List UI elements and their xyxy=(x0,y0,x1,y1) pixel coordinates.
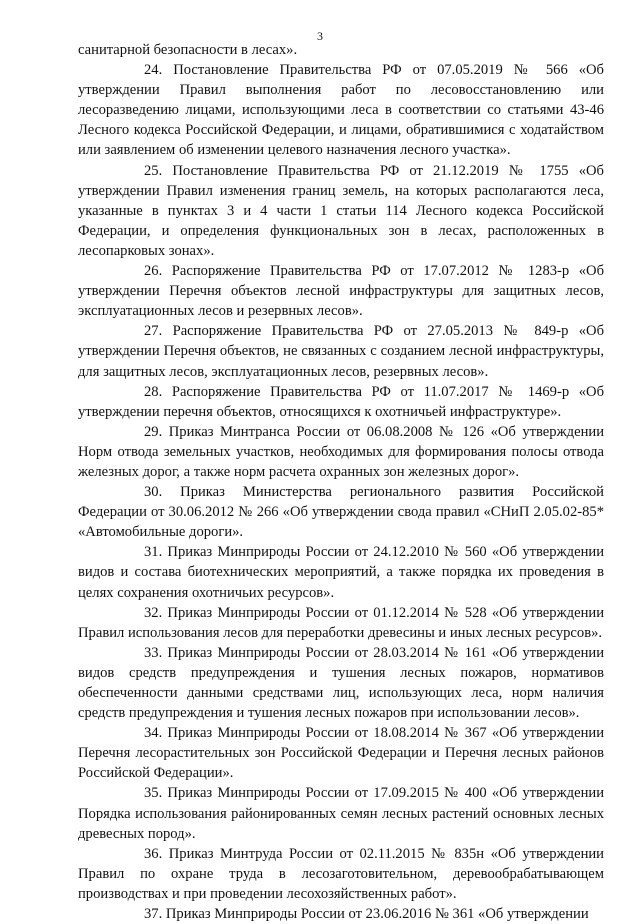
paragraph-item-25: 25. Постановление Правительства РФ от 21.12.2019 № 1755 «Об утверждении Правил изменения границ земель, на которых располагаются леса, указанные в пунктах 3 и 4 части 1 статьи 114 Лесного кодекса Российской Федерации, и определения функциональных зон в лесах, расположенных в лесопарковых зонах». xyxy=(78,162,604,259)
paragraph-item-35: 35. Приказ Минприроды России от 17.09.2015 № 400 «Об утверждении Порядка использования районированных семян лесных растений основных лесных древесных пород». xyxy=(78,785,604,842)
paragraph-item-24: 24. Постановление Правительства РФ от 07.05.2019 № 566 «Об утверждении Правил выполнения работ по лесовосстановлению или лесоразведению лицами, использующими леса в соответствии со статьями 43-46 Лесного кодекса Российской Федерации, и лицами, обратившимися с ходатайством или заявлением об изменении целевого назначения лесного участка». xyxy=(78,62,604,159)
paragraph-item-26: 26. Распоряжение Правительства РФ от 17.07.2012 № 1283-р «Об утверждении Перечня объектов лесной инфраструктуры для защитных лесов, эксплуатационных лесов и резервных лесов». xyxy=(78,263,604,320)
paragraph-item-32: 32. Приказ Минприроды России от 01.12.2014 № 528 «Об утверждении Правил использования лесов для переработки древесины и иных лесных ресурсов». xyxy=(78,604,604,641)
paragraph-item-29: 29. Приказ Минтранса России от 06.08.2008 № 126 «Об утверждении Норм отвода земельных участков, необходимых для формирования полосы отвода железных дорог, а также норм расчета охранных зон железных дорог». xyxy=(78,423,604,480)
paragraph-continuation: санитарной безопасности в лесах». xyxy=(78,42,298,58)
paragraph-item-27: 27. Распоряжение Правительства РФ от 27.05.2013 № 849-р «Об утверждении Перечня объектов, не связанных с созданием лесной инфраструктуры, для защитных лесов, эксплуатационных лесов, резервных лесов». xyxy=(78,323,604,380)
paragraph-item-33: 33. Приказ Минприроды России от 28.03.2014 № 161 «Об утверждении видов средств предупреждения и тушения лесных пожаров, нормативов обеспеченности данными средствами лиц, использующих леса, норм наличия средств предупреждения и тушения лесных пожаров при использовании лесов». xyxy=(78,644,604,722)
paragraph-item-30: 30. Приказ Министерства регионального развития Российской Федерации от 30.06.2012 № 266 «Об утверждении свода правил «СНиП 2.05.02-85* «Автомобильные дороги». xyxy=(78,484,604,541)
page-number: 3 xyxy=(317,29,323,43)
paragraph-item-37: 37. Приказ Минприроды России от 23.06.2016 № 361 «Об утверждении xyxy=(144,906,589,923)
document-body xyxy=(78,40,604,924)
paragraph-item-31: 31. Приказ Минприроды России от 24.12.2010 № 560 «Об утверждении видов и состава биотехнических мероприятий, а также порядка их проведения в целях сохранения охотничьих ресурсов». xyxy=(78,544,604,601)
paragraph-item-28: 28. Распоряжение Правительства РФ от 11.07.2017 № 1469-р «Об утверждении перечня объектов, относящихся к охотничьей инфраструктуре». xyxy=(78,383,604,420)
paragraph-item-34: 34. Приказ Минприроды России от 18.08.2014 № 367 «Об утверждении Перечня лесорастительных зон Российской Федерации и Перечня лесных районов Российской Федерации». xyxy=(78,725,604,782)
paragraph-item-36: 36. Приказ Минтруда России от 02.11.2015 № 835н «Об утверждении Правил по охране труда в лесозаготовительном, деревообрабатывающем производствах и при проведении лесохозяйственных работ». xyxy=(78,845,604,902)
